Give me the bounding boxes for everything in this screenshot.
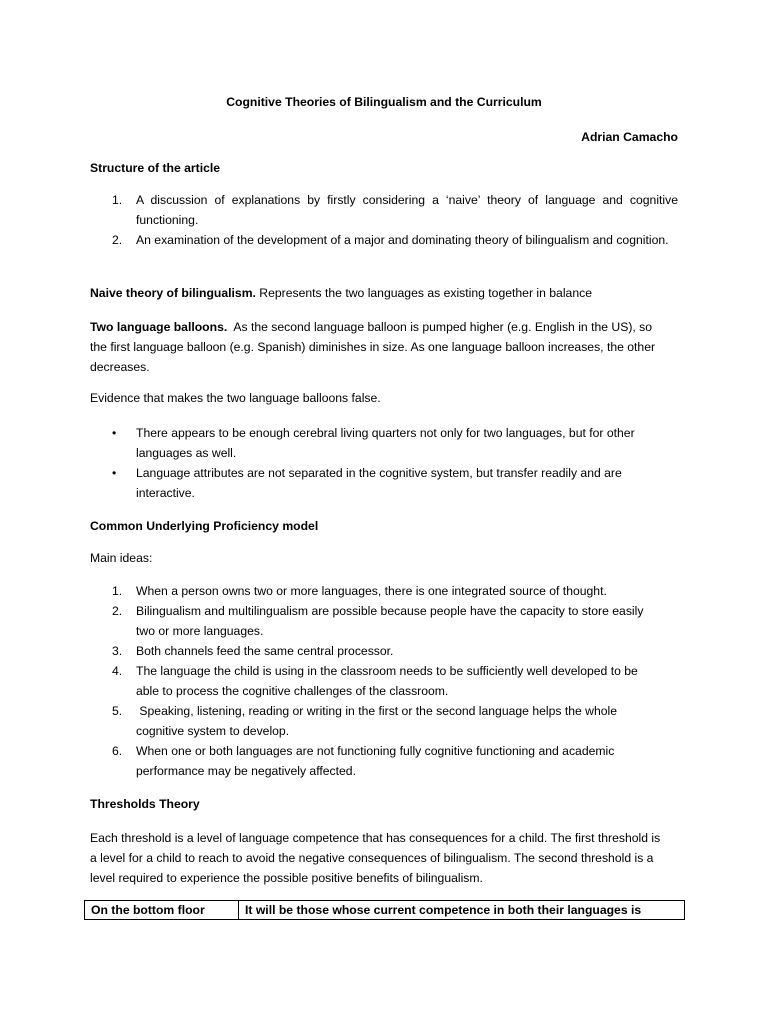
balloons-text-line2: the first language balloon (e.g. Spanish) diminishes in size. As one language balloon increases, the other xyxy=(90,340,656,354)
list-item-text: able to process the cognitive challenges of the classroom. xyxy=(136,684,449,698)
balloons-term: Two language balloons. xyxy=(90,320,228,334)
list-item-text: When one or both languages are not functioning fully cognitive functioning and academic xyxy=(136,744,615,758)
naive-theory-paragraph xyxy=(90,283,678,303)
table-row xyxy=(85,901,685,920)
evidence-bullet-list xyxy=(90,423,678,503)
table-cell: It will be those whose current competence in both their languages is xyxy=(239,901,685,920)
list-marker: 4. xyxy=(112,664,123,678)
bullet-marker: • xyxy=(112,426,117,440)
cup-heading: Common Underlying Proficiency model xyxy=(90,519,319,533)
list-marker: 1. xyxy=(112,584,123,598)
thresholds-heading: Thresholds Theory xyxy=(90,797,200,811)
main-ideas-list xyxy=(90,581,678,781)
main-ideas-label: Main ideas: xyxy=(90,551,153,565)
list-item-text: Both channels feed the same central processor. xyxy=(136,644,394,658)
evidence-intro: Evidence that makes the two language balloons false. xyxy=(90,391,381,405)
list-item xyxy=(90,701,678,741)
list-item-text: An examination of the development of a major and dominating theory of bilingualism and cognition. xyxy=(136,233,669,247)
list-item-text: performance may be negatively affected. xyxy=(136,764,356,778)
list-item xyxy=(90,741,678,781)
bullet-marker: • xyxy=(112,466,117,480)
list-marker: 5. xyxy=(112,704,123,718)
list-item xyxy=(90,641,678,661)
list-marker: 3. xyxy=(112,644,123,658)
bullet-item xyxy=(90,423,678,463)
table-cell: On the bottom floor xyxy=(85,901,239,920)
bullet-text-line: interactive. xyxy=(136,486,195,500)
list-item-text: A discussion of explanations by firstly considering a ‘naive’ theory of language and cognitive functioning. xyxy=(136,193,678,227)
author-name: Adrian Camacho xyxy=(581,130,678,144)
list-item xyxy=(90,230,678,250)
list-marker: 1. xyxy=(112,193,123,207)
list-item xyxy=(90,190,678,230)
thresholds-line: a level for a child to reach to avoid the negative consequences of bilingualism. The second threshold is a xyxy=(90,851,654,865)
balloons-text-line1: As the second language balloon is pumped higher (e.g. English in the US), so xyxy=(227,320,653,334)
list-item xyxy=(90,581,678,601)
list-item-text: two or more languages. xyxy=(136,624,264,638)
structure-heading: Structure of the article xyxy=(90,161,221,175)
balloons-paragraph xyxy=(90,317,678,377)
thresholds-paragraph xyxy=(90,828,678,888)
list-item-text: Speaking, listening, reading or writing in the first or the second language helps the whole xyxy=(136,704,618,718)
bullet-text-line: languages as well. xyxy=(136,446,237,460)
document-title: Cognitive Theories of Bilingualism and the Curriculum xyxy=(226,95,542,109)
list-item xyxy=(90,661,678,701)
list-item-text: cognitive system to develop. xyxy=(136,724,290,738)
bullet-text-line: Language attributes are not separated in the cognitive system, but transfer readily and are xyxy=(136,466,622,480)
structure-list xyxy=(90,190,678,250)
thresholds-table xyxy=(84,900,685,920)
list-marker: 2. xyxy=(112,604,123,618)
list-marker: 6. xyxy=(112,744,123,758)
thresholds-line: level required to experience the possible positive benefits of bilingualism. xyxy=(90,871,483,885)
list-item xyxy=(90,601,678,641)
bullet-item xyxy=(90,463,678,503)
list-marker: 2. xyxy=(112,233,123,247)
balloons-text-line3: decreases. xyxy=(90,360,150,374)
naive-theory-text: Represents the two languages as existing together in balance xyxy=(255,286,592,300)
naive-theory-term: Naive theory of bilingualism. xyxy=(90,286,256,300)
bullet-text-line: There appears to be enough cerebral living quarters not only for two languages, but for other xyxy=(136,426,635,440)
list-item-text: When a person owns two or more languages, there is one integrated source of thought. xyxy=(136,584,607,598)
thresholds-line: Each threshold is a level of language competence that has consequences for a child. The first threshold is xyxy=(90,831,661,845)
list-item-text: The language the child is using in the classroom needs to be sufficiently well developed to be xyxy=(136,664,638,678)
list-item-text: Bilingualism and multilingualism are possible because people have the capacity to store easily xyxy=(136,604,644,618)
